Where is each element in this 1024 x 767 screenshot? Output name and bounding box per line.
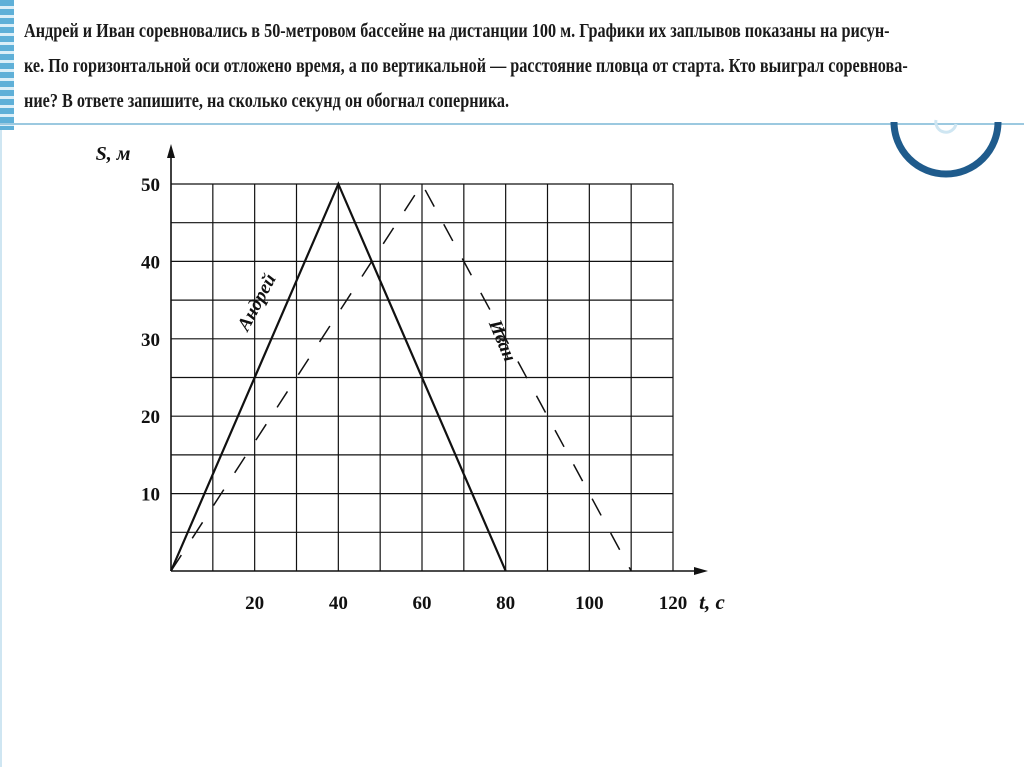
series-label-2: Иван: [483, 316, 521, 365]
x-axis-label: t, с: [699, 590, 725, 614]
y-tick-label: 40: [141, 252, 160, 274]
y-tick-label: 50: [141, 175, 160, 196]
x-tick-label: 20: [245, 593, 265, 614]
y-axis-arrow-icon: [167, 144, 175, 158]
y-tick-label: 10: [141, 484, 160, 506]
problem-line-2: ке. По горизонтальной оси отложено время, а по вертикальной — расстояние пловца от старта. Кто выиграл соревнова-: [24, 56, 908, 77]
x-axis-arrow-icon: [694, 567, 708, 575]
x-tick-label: 120: [658, 593, 688, 614]
y-tick-label: 20: [141, 407, 160, 429]
y-tick-label: 30: [141, 329, 160, 351]
x-tick-label: 60: [412, 593, 432, 614]
chart-axes: [167, 144, 708, 575]
series-label-1: Андрей: [233, 270, 281, 335]
y-axis-label: S, м: [95, 143, 131, 165]
problem-line-1: Андрей и Иван соревновались в 50-метровом бассейне на дистанции 100 м. Графики их заплывов показаны на рисун-: [24, 21, 890, 42]
x-tick-label: 40: [328, 593, 348, 614]
problem-line-3: ние? В ответе запишите, на сколько секунд он обогнал соперника.: [24, 91, 510, 112]
x-tick-label: 100: [575, 593, 604, 614]
x-tick-label: 80: [496, 593, 516, 614]
